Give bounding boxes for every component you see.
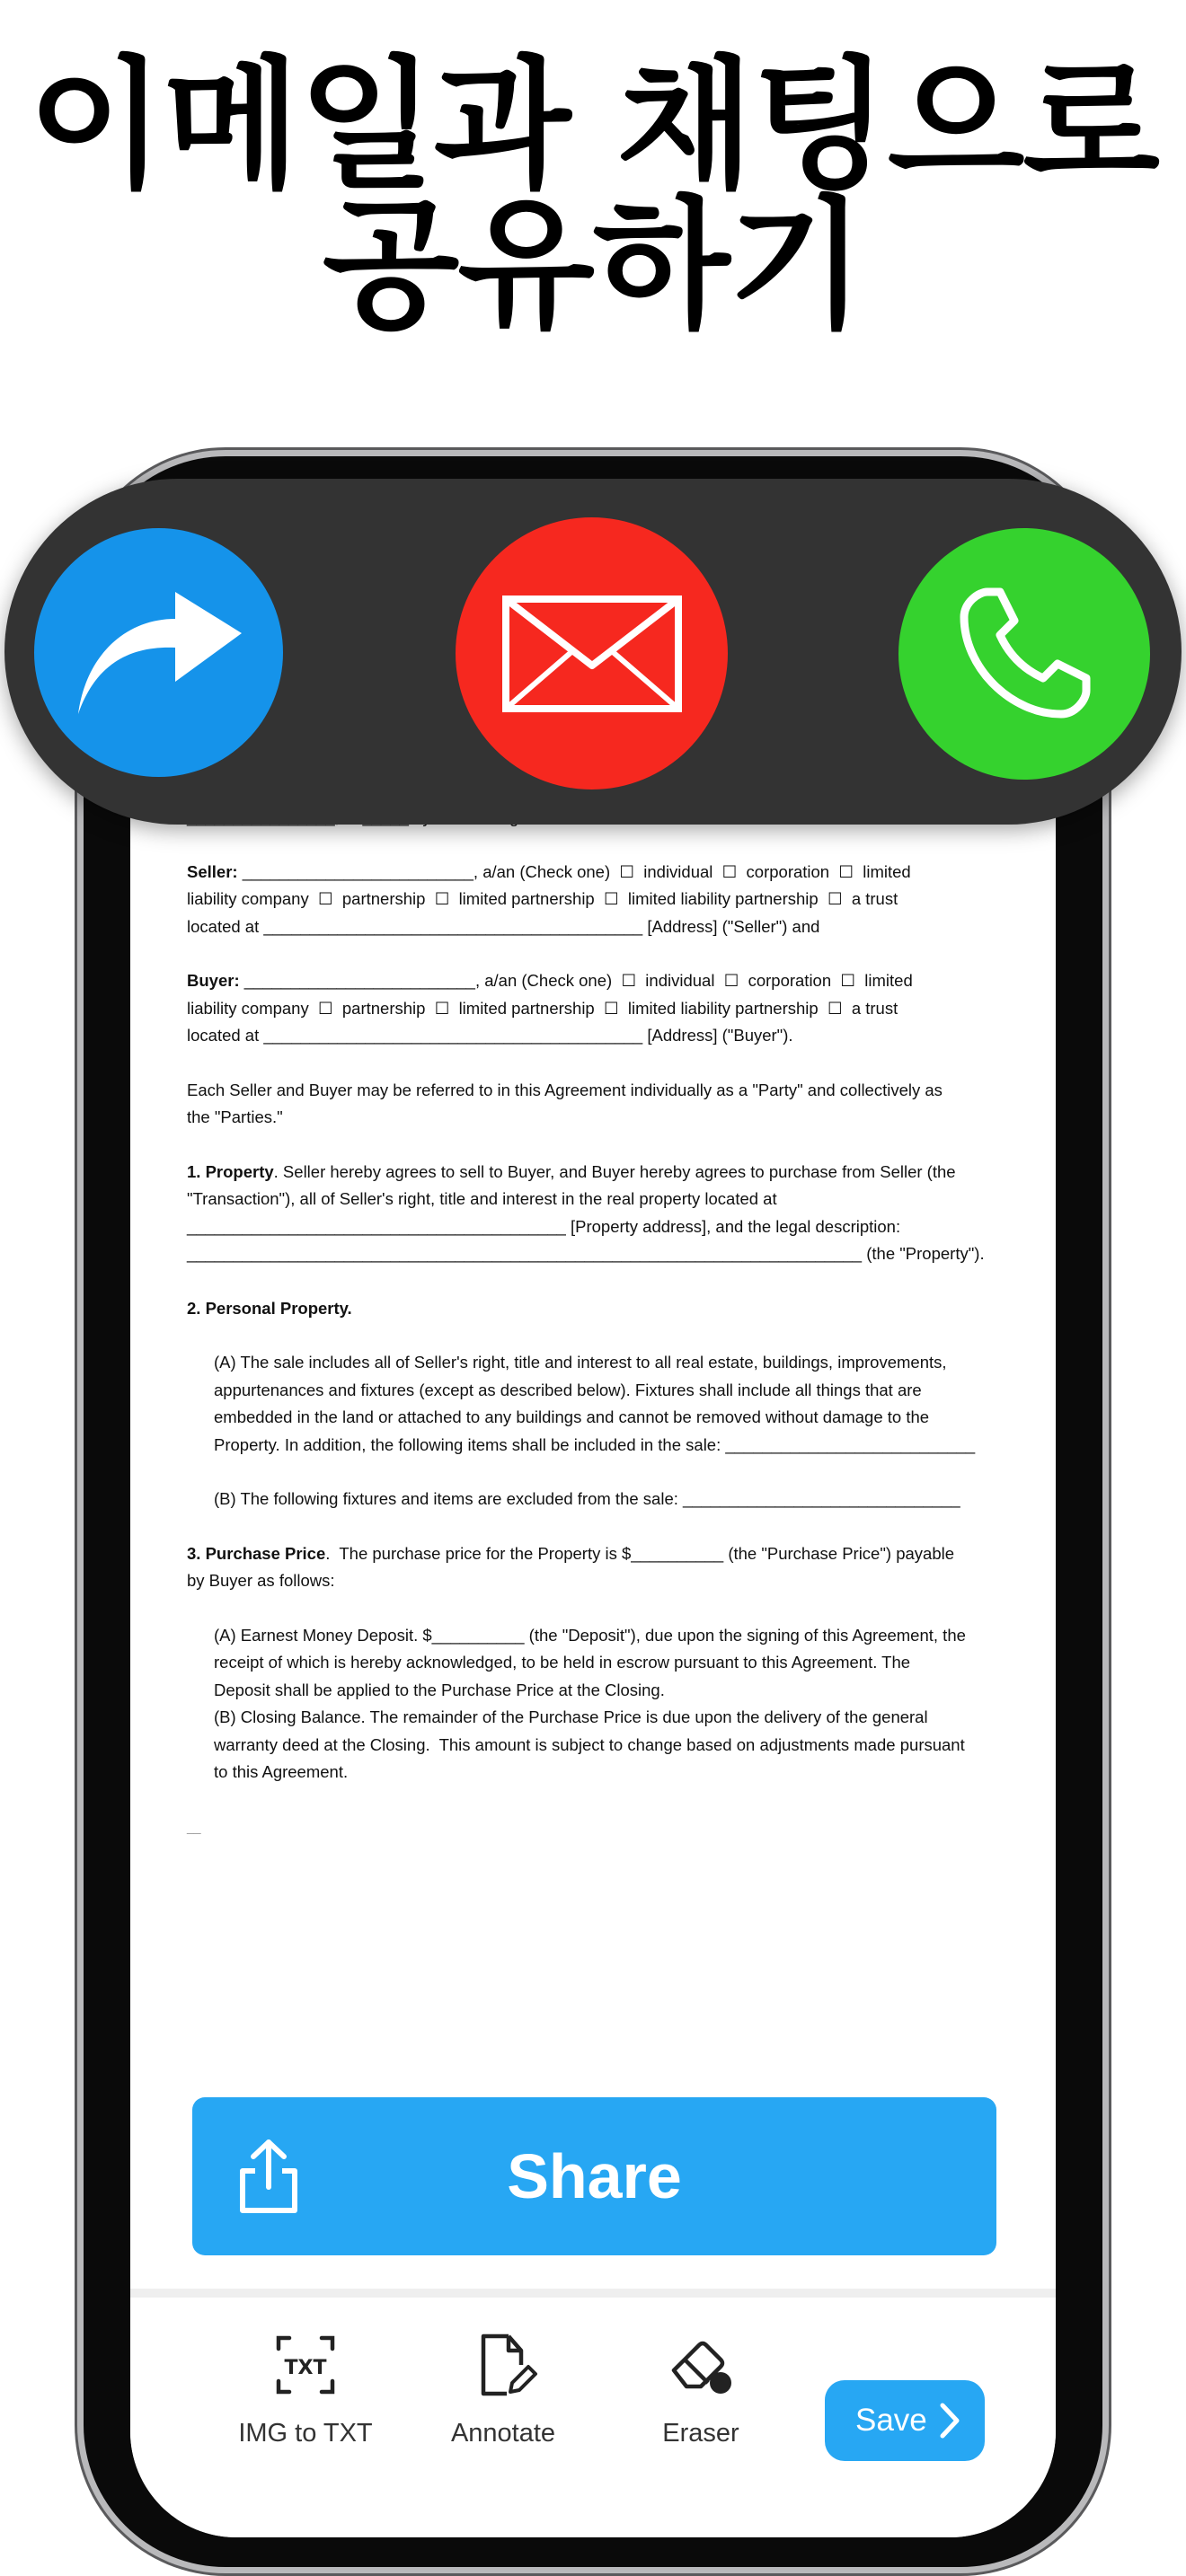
save-button-label: Save [855, 2403, 927, 2438]
doc-seller-line-3: located at _________________________________________ [Address] ("Seller") and [187, 916, 820, 936]
tool-eraser-label: Eraser [662, 2419, 739, 2448]
doc-seller-line-1 [187, 859, 978, 887]
headline [0, 43, 1186, 348]
svg-text:TXT: TXT [284, 2357, 327, 2379]
doc-buyer-line-3: located at _________________________________________ [Address] ("Buyer"). [187, 1026, 793, 1045]
bottom-toolbar [130, 2298, 1056, 2537]
doc-seller-line-2: liability company ☐ partnership ☐ limited partnership ☐ limited liability partnership ☐ a trust [187, 889, 898, 908]
annotate-icon [467, 2329, 539, 2401]
doc-price-b-3: to this Agreement. [214, 1762, 349, 1781]
doc-price-a-3: Deposit shall be applied to the Purchase Price at the Closing. [214, 1680, 665, 1699]
doc-personal-a-2: appurtenances and fixtures (except as described below). Fixtures shall include all things that are [214, 1380, 922, 1399]
chevron-right-icon [938, 2402, 961, 2439]
envelope-icon [502, 595, 682, 712]
tool-img-to-txt-label: IMG to TXT [238, 2419, 373, 2448]
doc-personal-a-4: Property. In addition, the following items shall be included in the sale: ___________________________ [214, 1434, 976, 1454]
doc-price-line-1 [187, 1540, 978, 1568]
doc-personal-label: 2. Personal Property. [187, 1298, 352, 1318]
doc-property-line-4: _________________________________________________________________________ (the "Property"). [187, 1244, 985, 1263]
doc-property-line-1 [187, 1159, 978, 1187]
tool-img-to-txt[interactable] [216, 2329, 395, 2448]
toolbar-divider [130, 2289, 1056, 2298]
doc-personal-a-1: (A) The sale includes all of Seller's right, title and interest to all real estate, buildings, improvements, [214, 1353, 947, 1372]
doc-price-b-2: warranty deed at the Closing. This amount is subject to change based on adjustments made pursuant [214, 1734, 965, 1754]
tool-annotate-label: Annotate [450, 2419, 556, 2448]
img-to-txt-icon [270, 2329, 341, 2401]
doc-price-text: . The purchase price for the Property is $__________ (the "Purchase Price") payable [325, 1543, 955, 1563]
doc-property-line-2: "Transaction"), all of Seller's right, title and interest in the real property located at [187, 1189, 777, 1208]
doc-property-label: 1. Property [187, 1161, 274, 1181]
doc-seller-text: _________________________, a/an (Check one) ☐ individual ☐ corporation ☐ limited [237, 861, 911, 881]
share-button-label: Share [507, 2141, 682, 2211]
doc-price-line-2: by Buyer as follows: [187, 1571, 335, 1590]
eraser-icon [665, 2329, 737, 2401]
doc-buyer-line-1 [187, 967, 978, 995]
tool-eraser[interactable] [611, 2329, 791, 2448]
document-page [187, 804, 985, 1840]
share-button[interactable] [192, 2097, 996, 2255]
doc-personal-heading [187, 1295, 978, 1323]
doc-price-b-1: (B) Closing Balance. The remainder of the Purchase Price is due upon the delivery of the general [214, 1707, 928, 1726]
doc-footer-mark: __ [187, 1819, 201, 1834]
headline-line-1: 이메일과 채팅으로 [27, 43, 1159, 208]
doc-parties-line-2: the "Parties." [187, 1107, 283, 1126]
doc-buyer-text: _________________________, a/an (Check one) ☐ individual ☐ corporation ☐ limited [239, 971, 913, 990]
doc-seller-label: Seller: [187, 861, 238, 881]
phone-icon [948, 578, 1101, 730]
headline-line-2: 공유하기 [322, 183, 864, 348]
doc-price-label: 3. Purchase Price [187, 1543, 326, 1563]
doc-personal-a-3: embedded in the land or attached to any buildings and cannot be removed without damage to the [214, 1407, 930, 1426]
doc-price-a-1: (A) Earnest Money Deposit. $__________ (the "Deposit"), due upon the signing of this Agreement, the [214, 1625, 966, 1645]
tool-annotate[interactable] [413, 2329, 593, 2448]
doc-property-line-3: _________________________________________ [Property address], and the legal description: [187, 1216, 901, 1236]
forward-arrow-icon [69, 590, 249, 716]
doc-buyer-label: Buyer: [187, 971, 240, 990]
save-button[interactable] [825, 2380, 985, 2461]
doc-buyer-line-2: liability company ☐ partnership ☐ limited partnership ☐ limited liability partnership ☐ a trust [187, 998, 898, 1018]
doc-parties-line-1: Each Seller and Buyer may be referred to in this Agreement individually as a "Party" and collectively as [187, 1080, 943, 1099]
email-button[interactable] [456, 517, 728, 790]
call-button[interactable] [898, 528, 1150, 780]
share-options-bar [4, 479, 1182, 825]
forward-button[interactable] [34, 528, 283, 777]
doc-personal-b-1: (B) The following fixtures and items are excluded from the sale: ______________________________ [214, 1489, 960, 1508]
doc-property-text: . Seller hereby agrees to sell to Buyer, and Buyer hereby agrees to purchase from Seller (the [273, 1161, 956, 1181]
doc-price-a-2: receipt of which is hereby acknowledged, to be held in escrow pursuant to this Agreement. The [214, 1653, 911, 1672]
